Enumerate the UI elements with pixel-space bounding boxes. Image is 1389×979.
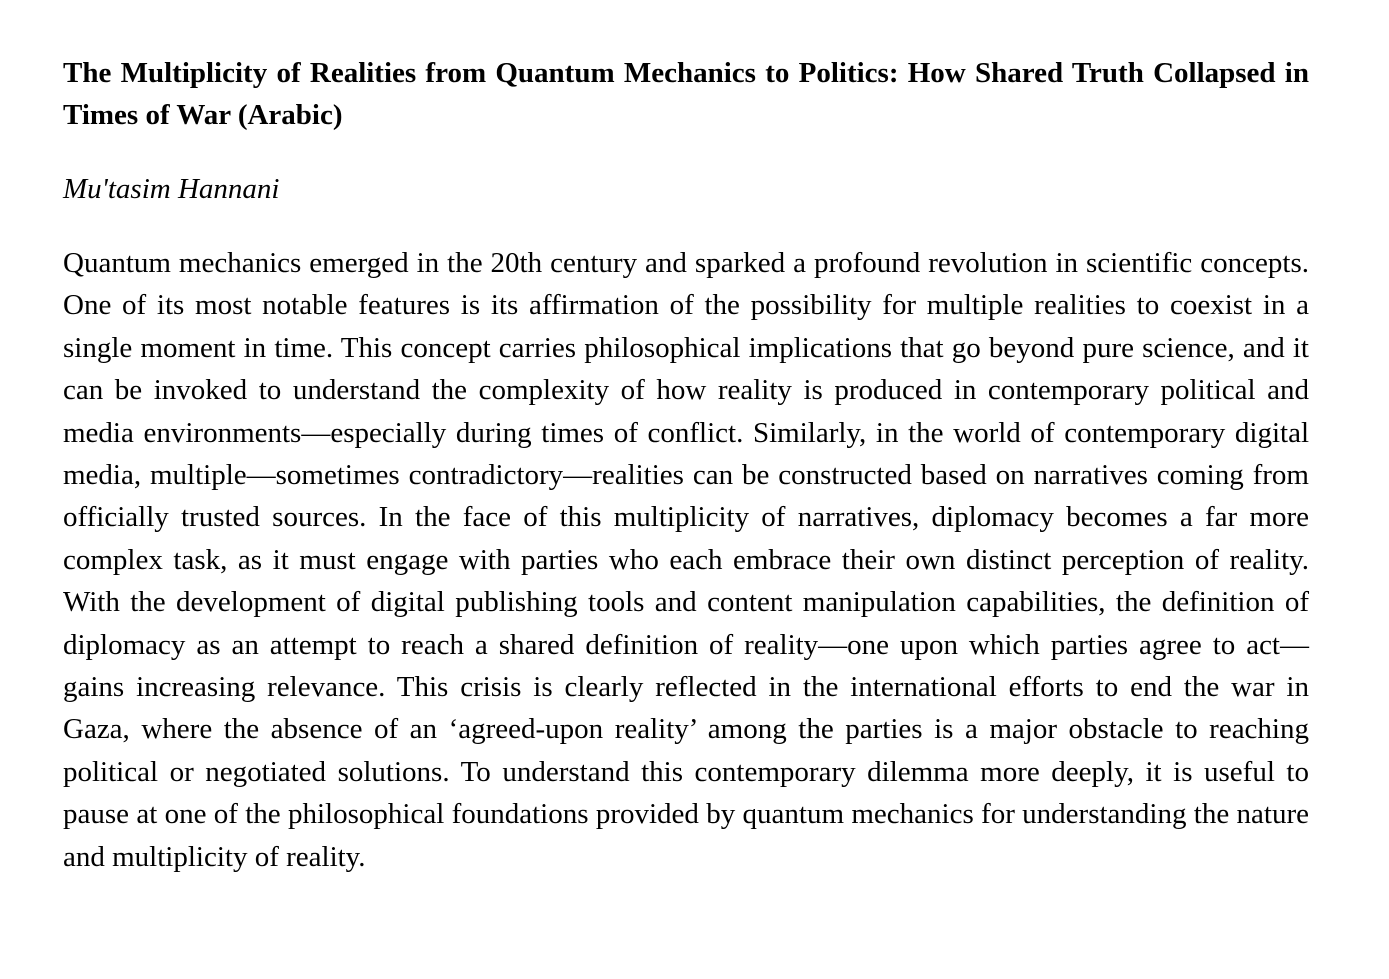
document-page — [63, 52, 1309, 878]
document-title: The Multiplicity of Realities from Quantum Mechanics to Politics: How Shared Truth Collapsed in Times of War (Arabic) — [63, 57, 1309, 131]
abstract-paragraph: Quantum mechanics emerged in the 20th century and sparked a profound revolution in scientific concepts. One of its most notable features is its affirmation of the possibility for multiple realities to coexist in a single moment in time. This concept carries philosophical implications that go beyond pure science, and it can be invoked to understand the complexity of how reality is produced in contemporary political and media environments—especially during times of conflict. Similarly, in the world of contemporary digital media, multiple—sometimes contradictory—realities can be constructed based on narratives coming from officially trusted sources. In the face of this multiplicity of narratives, diplomacy becomes a far more complex task, as it must engage with parties who each embrace their own distinct perception of reality. With the development of digital publishing tools and content manipulation capabilities, the definition of diplomacy as an attempt to reach a shared definition of reality—one upon which parties agree to act—gains increasing relevance. This crisis is clearly reflected in the international efforts to end the war in Gaza, where the absence of an ‘agreed-upon reality’ among the parties is a major obstacle to reaching political or negotiated solutions. To understand this contemporary dilemma more deeply, it is useful to pause at one of the philosophical foundations provided by quantum mechanics for understanding the nature and multiplicity of reality. — [63, 247, 1309, 873]
author-name: Mu'tasim Hannani — [63, 173, 280, 205]
